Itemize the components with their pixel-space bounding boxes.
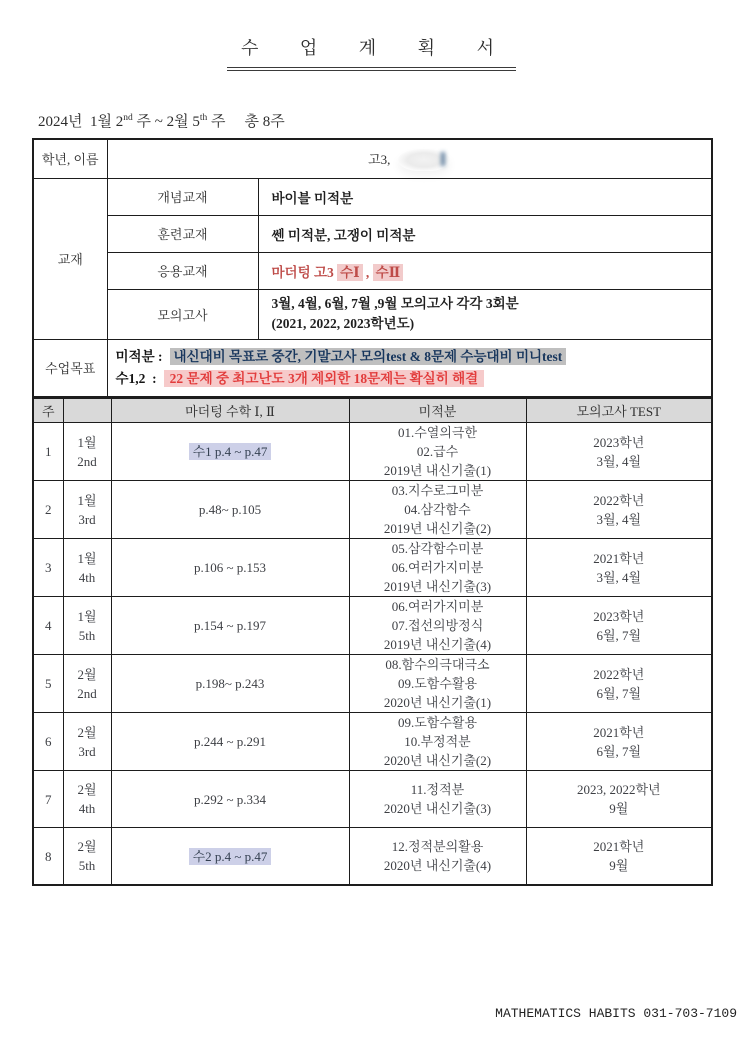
applied-prefix: 마더텅 고3 xyxy=(271,264,338,280)
table-row xyxy=(33,339,712,397)
week-ordinal-text: 5th xyxy=(78,627,96,643)
page-title: 수 업 계 획 서 xyxy=(227,34,516,71)
test-line: 2023학년 xyxy=(593,434,645,450)
week-number-cell: 2 xyxy=(33,481,63,539)
week-ordinal-text: 4th xyxy=(78,801,96,816)
tables-wrap xyxy=(32,138,711,886)
concept-textbook-value: 바이블 미적분 xyxy=(258,178,712,215)
week-cell xyxy=(63,481,111,539)
test-line: 2021학년 xyxy=(593,724,645,740)
content-line: 08.함수의극대극소 xyxy=(385,657,490,672)
week-number-cell: 8 xyxy=(33,828,63,886)
table-row xyxy=(33,713,712,771)
content-line: 05.삼각함수미분 xyxy=(391,541,484,556)
schedule-table xyxy=(32,397,713,886)
table-row xyxy=(33,771,712,828)
content-line: 06.여러가지미분 xyxy=(391,560,484,575)
content-line: 2019년 내신기출(2) xyxy=(383,521,492,536)
test-line: 9월 xyxy=(609,858,629,873)
pages-text: p.244 ~ p.291 xyxy=(193,734,267,749)
mock-exam-line2: (2021, 2022, 2023학년도) xyxy=(271,316,415,331)
concept-textbook-label: 개념교재 xyxy=(107,178,258,215)
applied-textbook-value xyxy=(258,252,712,289)
title-wrap xyxy=(0,34,743,71)
test-line: 2022학년 xyxy=(593,492,645,508)
pages-cell xyxy=(111,481,349,539)
month-text: 2월 xyxy=(77,782,97,797)
grade-name-label: 학년, 이름 xyxy=(33,139,107,178)
test-cell xyxy=(526,481,712,539)
pages-text: p.48~ p.105 xyxy=(198,502,262,517)
test-line: 3월, 4월 xyxy=(596,511,642,527)
week-cell xyxy=(63,828,111,886)
test-cell xyxy=(526,713,712,771)
content-line: 2019년 내신기출(3) xyxy=(383,579,492,594)
content-cell xyxy=(349,713,526,771)
test-cell xyxy=(526,655,712,713)
applied-separator: , xyxy=(362,264,373,280)
content-line: 04.삼각함수 xyxy=(404,502,471,517)
test-line: 2021학년 xyxy=(593,550,645,566)
week-ordinal-text: 3rd xyxy=(78,743,96,759)
pages-text: p.106 ~ p.153 xyxy=(193,560,267,575)
grade-value: 고3, xyxy=(368,152,391,168)
pages-cell xyxy=(111,828,349,886)
month-text: 1월 xyxy=(77,550,97,566)
content-line: 11.정적분 xyxy=(410,782,465,797)
week-number-cell: 6 xyxy=(33,713,63,771)
week-ordinal-text: 4th xyxy=(78,569,96,585)
ordinal-suffix: nd xyxy=(123,113,133,123)
info-table xyxy=(32,138,713,398)
mock-exam-value xyxy=(258,289,712,339)
pages-text: p.154 ~ p.197 xyxy=(193,618,267,633)
table-row xyxy=(33,655,712,713)
test-cell xyxy=(526,539,712,597)
week-cell xyxy=(63,655,111,713)
content-line: 2019년 내신기출(4) xyxy=(383,637,492,652)
header-pages: 마더텅 수학 Ⅰ, Ⅱ xyxy=(111,398,349,423)
table-row xyxy=(33,139,712,178)
table-row xyxy=(33,423,712,481)
content-line: 10.부정적분 xyxy=(404,734,471,749)
week-ordinal-text: 2nd xyxy=(77,453,97,469)
training-textbook-value: 쎈 미적분, 고쟁이 미적분 xyxy=(258,215,712,252)
footer-contact: MATHEMATICS HABITS 031-703-7109 xyxy=(495,1006,737,1021)
pages-cell xyxy=(111,771,349,828)
content-line: 09.도함수활용 xyxy=(397,676,478,691)
week-number-cell: 3 xyxy=(33,539,63,597)
pages-cell xyxy=(111,655,349,713)
content-cell xyxy=(349,423,526,481)
week-number-cell: 5 xyxy=(33,655,63,713)
content-line: 2020년 내신기출(2) xyxy=(383,753,492,768)
content-line: 09.도함수활용 xyxy=(397,715,478,730)
content-cell xyxy=(349,539,526,597)
test-line: 9월 xyxy=(609,801,629,816)
week-ordinal-text: 2nd xyxy=(77,685,97,701)
goal-calculus-label: 미적분 : xyxy=(115,348,163,364)
table-row xyxy=(33,289,712,339)
pages-text: p.198~ p.243 xyxy=(195,676,265,691)
pages-text: p.292 ~ p.334 xyxy=(193,791,267,807)
grade-name-cell xyxy=(107,139,712,178)
content-line: 12.정적분의활용 xyxy=(391,839,484,854)
textbook-group-label: 교재 xyxy=(33,178,107,339)
schedule-header-row xyxy=(33,398,712,423)
header-week-detail xyxy=(63,398,111,423)
test-cell xyxy=(526,828,712,886)
goal-cell xyxy=(107,339,712,397)
pages-cell xyxy=(111,597,349,655)
test-line: 2023, 2022학년 xyxy=(576,782,661,797)
week-cell xyxy=(63,597,111,655)
month-text: 1월 xyxy=(77,434,97,450)
week-number-cell: 1 xyxy=(33,423,63,481)
ordinal-suffix: th xyxy=(199,113,208,123)
week-ordinal-text: 5th xyxy=(78,858,96,873)
total-weeks: 총 8주 xyxy=(244,114,285,130)
content-line: 07.접선의방정식 xyxy=(391,618,484,633)
table-row xyxy=(33,828,712,886)
header-content: 미적분 xyxy=(349,398,526,423)
table-row xyxy=(33,539,712,597)
table-row xyxy=(33,252,712,289)
content-line: 01.수열의극한 xyxy=(397,425,478,440)
content-cell xyxy=(349,771,526,828)
month-text: 1월 xyxy=(77,492,97,508)
test-line: 2021학년 xyxy=(593,839,645,854)
test-line: 2023학년 xyxy=(593,608,645,624)
goal-line-math12 xyxy=(116,368,712,390)
redacted-student-name xyxy=(398,149,450,171)
pages-cell xyxy=(111,423,349,481)
content-line: 2020년 내신기출(4) xyxy=(383,858,492,873)
goal-math12-label: 수1,2 : xyxy=(115,370,157,386)
month-text: 2월 xyxy=(77,839,97,854)
content-line: 2020년 내신기출(1) xyxy=(383,695,492,710)
table-row xyxy=(33,597,712,655)
goal-calculus-text: 내신대비 목표로 중간, 기말고사 모의test & 8문제 수능대비 미니test xyxy=(170,348,567,365)
goal-line-calculus xyxy=(116,346,712,368)
goal-label: 수업목표 xyxy=(33,339,107,397)
content-line: 2019년 내신기출(1) xyxy=(383,463,492,478)
test-line: 6월, 7월 xyxy=(596,627,642,643)
header-test: 모의고사 TEST xyxy=(526,398,712,423)
mock-exam-label: 모의고사 xyxy=(107,289,258,339)
test-cell xyxy=(526,771,712,828)
table-row xyxy=(33,178,712,215)
month-text: 1월 xyxy=(77,608,97,624)
pages-text: 수2 p.4 ~ p.47 xyxy=(189,848,272,865)
content-cell xyxy=(349,828,526,886)
pages-cell xyxy=(111,713,349,771)
date-range-part1: 2024년 1월 2 xyxy=(38,114,124,130)
test-line: 6월, 7월 xyxy=(596,685,642,701)
table-row xyxy=(33,215,712,252)
week-cell xyxy=(63,539,111,597)
training-textbook-label: 훈련교재 xyxy=(107,215,258,252)
header-week: 주 xyxy=(33,398,63,423)
pages-cell xyxy=(111,539,349,597)
pages-text: 수1 p.4 ~ p.47 xyxy=(189,443,272,460)
content-line: 02.급수 xyxy=(416,444,459,459)
test-line: 3월, 4월 xyxy=(596,453,642,469)
content-line: 03.지수로그미분 xyxy=(391,483,484,498)
date-range-part2: 주 ~ 2월 5 xyxy=(132,114,200,130)
mock-exam-line1: 3월, 4월, 6월, 7월 ,9월 모의고사 각각 3회분 xyxy=(271,296,519,311)
week-ordinal-text: 3rd xyxy=(78,511,96,527)
table-row xyxy=(33,481,712,539)
test-line: 3월, 4월 xyxy=(596,569,642,585)
week-cell xyxy=(63,713,111,771)
content-cell xyxy=(349,655,526,713)
test-line: 2022학년 xyxy=(593,666,645,682)
applied-highlight-1: 수Ⅰ xyxy=(337,264,362,281)
week-cell xyxy=(63,423,111,481)
goal-math12-text: 22 문제 중 최고난도 3개 제외한 18문제는 확실히 해결 xyxy=(164,370,485,387)
month-text: 2월 xyxy=(77,724,97,740)
month-text: 2월 xyxy=(77,666,97,682)
week-cell xyxy=(63,771,111,828)
applied-highlight-2: 수Ⅱ xyxy=(373,264,403,281)
content-line: 06.여러가지미분 xyxy=(391,599,484,614)
applied-textbook-label: 응용교재 xyxy=(107,252,258,289)
date-range-part3: 주 xyxy=(207,114,226,130)
content-cell xyxy=(349,597,526,655)
content-cell xyxy=(349,481,526,539)
content-line: 2020년 내신기출(3) xyxy=(383,801,492,816)
test-line: 6월, 7월 xyxy=(596,743,642,759)
week-number-cell: 4 xyxy=(33,597,63,655)
test-cell xyxy=(526,423,712,481)
week-number-cell: 7 xyxy=(33,771,63,828)
date-range-line xyxy=(38,110,285,131)
test-cell xyxy=(526,597,712,655)
